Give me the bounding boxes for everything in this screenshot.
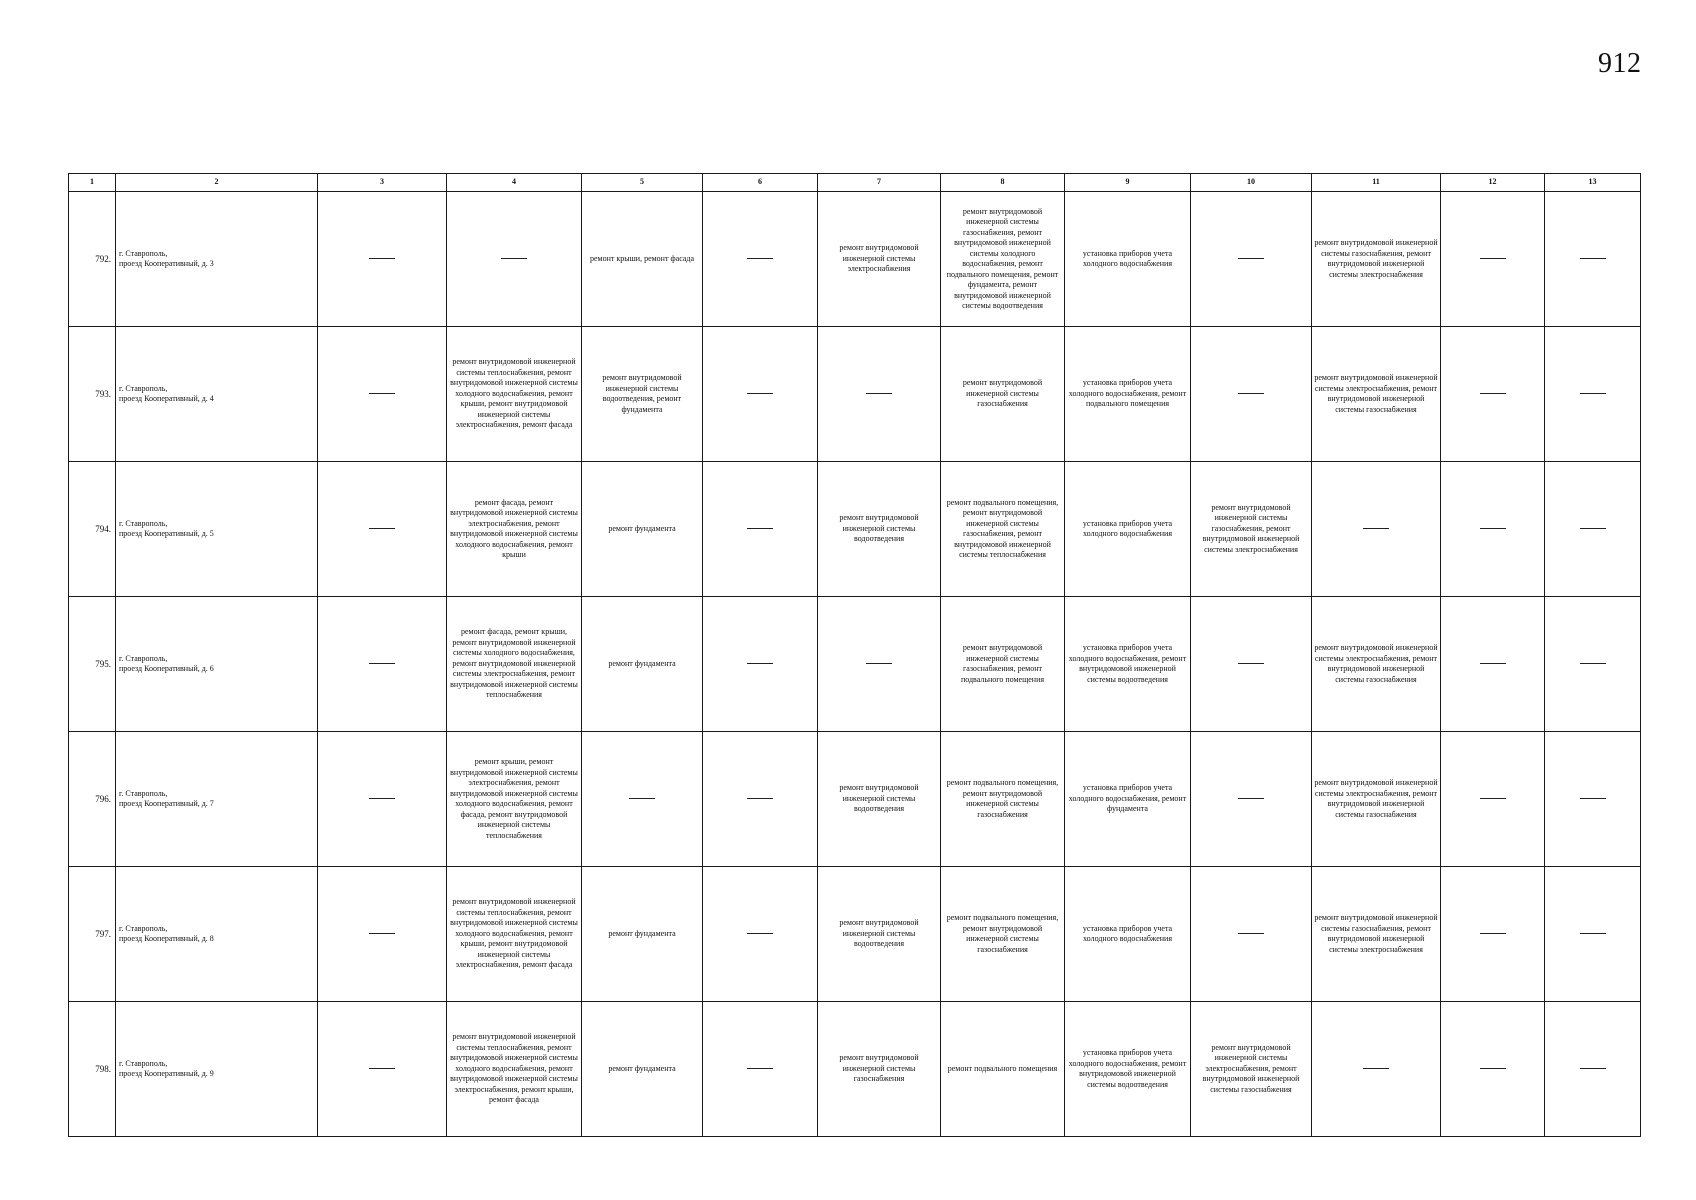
empty-dash (747, 393, 773, 394)
row-number: 796. (69, 732, 116, 867)
cell-c10 (1191, 867, 1312, 1002)
empty-dash (1238, 258, 1264, 259)
cell-c4 (447, 192, 582, 327)
cell-c7 (818, 597, 941, 732)
cell-c12 (1441, 1002, 1545, 1137)
empty-dash (1238, 798, 1264, 799)
empty-dash (1480, 393, 1506, 394)
cell-c9: установка приборов учета холодного водоснабжения (1065, 192, 1191, 327)
cell-c8: ремонт подвального помещения (941, 1002, 1065, 1137)
empty-dash (747, 798, 773, 799)
cell-c5: ремонт фундамента (582, 1002, 703, 1137)
empty-dash (369, 933, 395, 934)
empty-dash (1580, 663, 1606, 664)
row-address: г. Ставрополь, проезд Кооперативный, д. 7 (116, 732, 318, 867)
empty-dash (1480, 258, 1506, 259)
table-row (69, 327, 1641, 462)
column-header: 6 (703, 174, 818, 192)
empty-dash (747, 933, 773, 934)
cell-c9: установка приборов учета холодного водоснабжения, ремонт подвального помещения (1065, 327, 1191, 462)
cell-c10: ремонт внутридомовой инженерной системы газоснабжения, ремонт внутридомовой инженерной системы электроснабжения (1191, 462, 1312, 597)
cell-c11: ремонт внутридомовой инженерной системы электроснабжения, ремонт внутридомовой инженерной системы газоснабжения (1312, 327, 1441, 462)
cell-c4: ремонт фасада, ремонт крыши, ремонт внутридомовой инженерной системы холодного водоснабжения, ремонт внутридомовой инженерной системы электроснабжения, ремонт внутридомовой инженерной системы теплоснабжения (447, 597, 582, 732)
row-address: г. Ставрополь, проезд Кооперативный, д. 4 (116, 327, 318, 462)
cell-c6 (703, 462, 818, 597)
cell-c7: ремонт внутридомовой инженерной системы электроснабжения (818, 192, 941, 327)
cell-c8: ремонт подвального помещения, ремонт внутридомовой инженерной системы газоснабжения (941, 867, 1065, 1002)
cell-c13 (1545, 327, 1641, 462)
column-header: 5 (582, 174, 703, 192)
table-row (69, 867, 1641, 1002)
column-header: 1 (69, 174, 116, 192)
column-header: 10 (1191, 174, 1312, 192)
cell-c9: установка приборов учета холодного водоснабжения, ремонт внутридомовой инженерной системы водоотведения (1065, 1002, 1191, 1137)
table-row (69, 732, 1641, 867)
cell-c3 (318, 462, 447, 597)
cell-c5: ремонт фундамента (582, 597, 703, 732)
empty-dash (1580, 393, 1606, 394)
empty-dash (369, 528, 395, 529)
cell-c12 (1441, 327, 1545, 462)
cell-c8: ремонт внутридомовой инженерной системы газоснабжения (941, 327, 1065, 462)
row-address: г. Ставрополь, проезд Кооперативный, д. 6 (116, 597, 318, 732)
table-row (69, 1002, 1641, 1137)
empty-dash (1363, 1068, 1389, 1069)
row-address: г. Ставрополь, проезд Кооперативный, д. 8 (116, 867, 318, 1002)
cell-c4: ремонт внутридомовой инженерной системы теплоснабжения, ремонт внутридомовой инженерной системы холодного водоснабжения, ремонт внутридомовой инженерной системы электроснабжения, ремонт крыши, ремонт фасада (447, 1002, 582, 1137)
empty-dash (866, 393, 892, 394)
cell-c8: ремонт подвального помещения, ремонт внутридомовой инженерной системы газоснабжения, ремонт внутридомовой инженерной системы теплоснабжения (941, 462, 1065, 597)
cell-c6 (703, 732, 818, 867)
empty-dash (1363, 528, 1389, 529)
empty-dash (1580, 798, 1606, 799)
cell-c6 (703, 327, 818, 462)
cell-c4: ремонт внутридомовой инженерной системы теплоснабжения, ремонт внутридомовой инженерной системы холодного водоснабжения, ремонт крыши, ремонт внутридомовой инженерной системы электроснабжения, ремонт фасада (447, 867, 582, 1002)
empty-dash (369, 393, 395, 394)
cell-c4: ремонт фасада, ремонт внутридомовой инженерной системы электроснабжения, ремонт внутридомовой инженерной системы холодного водоснабжения, ремонт крыши (447, 462, 582, 597)
empty-dash (866, 663, 892, 664)
row-number: 795. (69, 597, 116, 732)
column-header: 9 (1065, 174, 1191, 192)
cell-c3 (318, 192, 447, 327)
cell-c6 (703, 867, 818, 1002)
cell-c6 (703, 597, 818, 732)
header-row (69, 174, 1641, 192)
empty-dash (1580, 933, 1606, 934)
table-row (69, 462, 1641, 597)
cell-c9: установка приборов учета холодного водоснабжения (1065, 867, 1191, 1002)
cell-c13 (1545, 732, 1641, 867)
empty-dash (1238, 663, 1264, 664)
column-header: 2 (116, 174, 318, 192)
empty-dash (369, 798, 395, 799)
cell-c7 (818, 327, 941, 462)
empty-dash (1480, 663, 1506, 664)
column-header: 4 (447, 174, 582, 192)
empty-dash (747, 258, 773, 259)
cell-c3 (318, 867, 447, 1002)
cell-c13 (1545, 597, 1641, 732)
cell-c11: ремонт внутридомовой инженерной системы электроснабжения, ремонт внутридомовой инженерной системы газоснабжения (1312, 732, 1441, 867)
empty-dash (747, 1068, 773, 1069)
cell-c5: ремонт крыши, ремонт фасада (582, 192, 703, 327)
row-number: 792. (69, 192, 116, 327)
cell-c5: ремонт фундамента (582, 867, 703, 1002)
cell-c5: ремонт фундамента (582, 462, 703, 597)
empty-dash (369, 663, 395, 664)
cell-c9: установка приборов учета холодного водоснабжения (1065, 462, 1191, 597)
capital-repair-table (68, 173, 1641, 1137)
column-header: 13 (1545, 174, 1641, 192)
cell-c7: ремонт внутридомовой инженерной системы водоотведения (818, 867, 941, 1002)
cell-c9: установка приборов учета холодного водоснабжения, ремонт фундамента (1065, 732, 1191, 867)
column-header: 12 (1441, 174, 1545, 192)
cell-c13 (1545, 192, 1641, 327)
cell-c12 (1441, 867, 1545, 1002)
cell-c8: ремонт внутридомовой инженерной системы газоснабжения, ремонт подвального помещения (941, 597, 1065, 732)
column-header: 3 (318, 174, 447, 192)
cell-c4: ремонт внутридомовой инженерной системы теплоснабжения, ремонт внутридомовой инженерной системы холодного водоснабжения, ремонт крыши, ремонт внутридомовой инженерной системы электроснабжения, ремонт фасада (447, 327, 582, 462)
cell-c10: ремонт внутридомовой инженерной системы электроснабжения, ремонт внутридомовой инженерной системы газоснабжения (1191, 1002, 1312, 1137)
row-number: 793. (69, 327, 116, 462)
cell-c12 (1441, 462, 1545, 597)
empty-dash (369, 258, 395, 259)
cell-c7: ремонт внутридомовой инженерной системы водоотведения (818, 462, 941, 597)
cell-c10 (1191, 597, 1312, 732)
cell-c10 (1191, 192, 1312, 327)
table-row (69, 597, 1641, 732)
cell-c7: ремонт внутридомовой инженерной системы водоотведения (818, 732, 941, 867)
cell-c12 (1441, 732, 1545, 867)
cell-c7: ремонт внутридомовой инженерной системы газоснабжения (818, 1002, 941, 1137)
cell-c8: ремонт внутридомовой инженерной системы газоснабжения, ремонт внутридомовой инженерной системы холодного водоснабжения, ремонт подвального помещения, ремонт фундамента, ремонт внутридомовой инженерной системы водоотведения (941, 192, 1065, 327)
empty-dash (747, 528, 773, 529)
cell-c11: ремонт внутридомовой инженерной системы газоснабжения, ремонт внутридомовой инженерной системы электроснабжения (1312, 192, 1441, 327)
cell-c11 (1312, 462, 1441, 597)
cell-c12 (1441, 597, 1545, 732)
empty-dash (501, 258, 527, 259)
cell-c11: ремонт внутридомовой инженерной системы электроснабжения, ремонт внутридомовой инженерной системы газоснабжения (1312, 597, 1441, 732)
empty-dash (629, 798, 655, 799)
column-header: 8 (941, 174, 1065, 192)
page-number: 912 (1598, 48, 1642, 79)
empty-dash (1480, 798, 1506, 799)
cell-c11 (1312, 1002, 1441, 1137)
cell-c13 (1545, 1002, 1641, 1137)
cell-c3 (318, 732, 447, 867)
cell-c3 (318, 597, 447, 732)
cell-c10 (1191, 732, 1312, 867)
empty-dash (1580, 1068, 1606, 1069)
cell-c6 (703, 192, 818, 327)
empty-dash (1238, 393, 1264, 394)
empty-dash (1480, 1068, 1506, 1069)
column-header: 11 (1312, 174, 1441, 192)
empty-dash (1238, 933, 1264, 934)
cell-c9: установка приборов учета холодного водоснабжения, ремонт внутридомовой инженерной системы водоотведения (1065, 597, 1191, 732)
cell-c8: ремонт подвального помещения, ремонт внутридомовой инженерной системы газоснабжения (941, 732, 1065, 867)
cell-c13 (1545, 462, 1641, 597)
empty-dash (1480, 528, 1506, 529)
cell-c5 (582, 732, 703, 867)
cell-c5: ремонт внутридомовой инженерной системы водоотведения, ремонт фундамента (582, 327, 703, 462)
empty-dash (1480, 933, 1506, 934)
cell-c13 (1545, 867, 1641, 1002)
cell-c11: ремонт внутридомовой инженерной системы газоснабжения, ремонт внутридомовой инженерной системы электроснабжения (1312, 867, 1441, 1002)
cell-c10 (1191, 327, 1312, 462)
row-number: 797. (69, 867, 116, 1002)
row-address: г. Ставрополь, проезд Кооперативный, д. 5 (116, 462, 318, 597)
cell-c4: ремонт крыши, ремонт внутридомовой инженерной системы электроснабжения, ремонт внутридомовой инженерной системы холодного водоснабжения, ремонт фасада, ремонт внутридомовой инженерной системы теплоснабжения (447, 732, 582, 867)
row-number: 794. (69, 462, 116, 597)
row-number: 798. (69, 1002, 116, 1137)
empty-dash (1580, 258, 1606, 259)
cell-c3 (318, 1002, 447, 1137)
cell-c6 (703, 1002, 818, 1137)
cell-c12 (1441, 192, 1545, 327)
cell-c3 (318, 327, 447, 462)
empty-dash (1580, 528, 1606, 529)
empty-dash (747, 663, 773, 664)
empty-dash (369, 1068, 395, 1069)
column-header: 7 (818, 174, 941, 192)
row-address: г. Ставрополь, проезд Кооперативный, д. 9 (116, 1002, 318, 1137)
table-row (69, 192, 1641, 327)
row-address: г. Ставрополь, проезд Кооперативный, д. 3 (116, 192, 318, 327)
